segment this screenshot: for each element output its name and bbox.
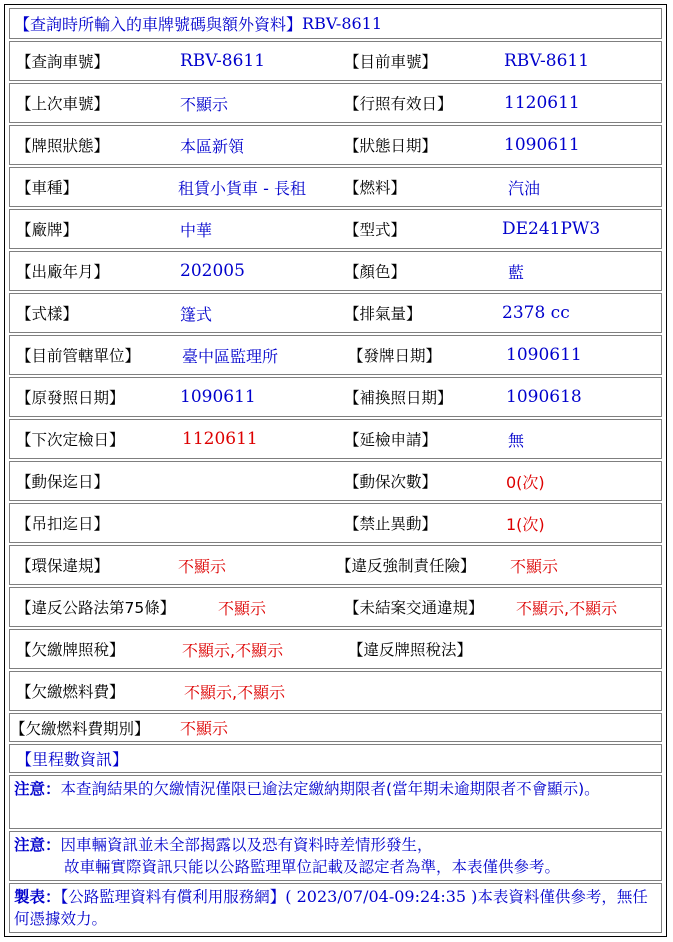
manufacture-date-value: 202005 <box>180 261 245 281</box>
row-brand <box>9 209 662 249</box>
row-lien <box>9 461 662 501</box>
displacement-value: 2378 cc <box>502 303 570 323</box>
next-inspection-label: 【下次定檢日】 <box>16 431 125 449</box>
report-title: 【查詢時所輸入的車牌號碼與額外資料】 <box>14 15 303 34</box>
transfer-ban-label: 【禁止異動】 <box>344 515 438 533</box>
mileage-title: 【里程數資訊】 <box>16 750 129 769</box>
inspection-extension-label: 【延檢申請】 <box>344 431 438 449</box>
unpaid-fuel-fee-value: 不顯示,不顯示 <box>184 682 286 702</box>
reissue-date-value: 1090618 <box>506 387 582 407</box>
model-value: DE241PW3 <box>502 219 601 239</box>
original-license-date-label: 【原發照日期】 <box>16 389 125 407</box>
row-inspection <box>9 419 662 459</box>
fuel-value: 汽油 <box>508 178 541 198</box>
current-plate-value: RBV-8611 <box>504 51 590 71</box>
note-overdue <box>9 775 662 829</box>
style-label: 【式樣】 <box>16 305 79 323</box>
status-date-value: 1090611 <box>504 135 580 155</box>
note2-line1: 因車輛資訊並未全部揭露以及恐有資料時差情形發生， <box>60 836 433 854</box>
unpaid-fuel-fee-label: 【欠繳燃料費】 <box>16 683 125 701</box>
next-inspection-value: 1120611 <box>182 429 258 449</box>
row-style <box>9 293 662 333</box>
pending-traffic-label: 【未結案交通違規】 <box>344 599 484 617</box>
jurisdiction-label: 【目前管轄單位】 <box>16 347 141 365</box>
row-suspension <box>9 503 662 543</box>
license-expiry-value: 1120611 <box>504 93 580 113</box>
reissue-date-label: 【補換照日期】 <box>344 389 453 407</box>
row-license-dates <box>9 377 662 417</box>
issue-date-value: 1090611 <box>506 345 582 365</box>
footer-prefix: 製表： <box>14 888 61 906</box>
row-jurisdiction <box>9 335 662 375</box>
transfer-ban-value: 1(次) <box>506 514 545 534</box>
pending-traffic-value: 不顯示,不顯示 <box>516 598 618 618</box>
footer-timestamp: ( 2023/07/04-09:24:35 ) <box>285 887 478 906</box>
lien-count-label: 【動保次數】 <box>344 473 438 491</box>
row-previous-plate <box>9 83 662 123</box>
issue-date-label: 【發牌日期】 <box>348 347 442 365</box>
row-plate-status <box>9 125 662 165</box>
insurance-violation-value: 不顯示 <box>510 556 559 576</box>
footer-disclaimer: 本表資料僅供參考，無任何憑據效力。 <box>14 888 648 928</box>
row-vehicle-type <box>9 167 662 207</box>
note1-prefix: 注意： <box>14 780 61 798</box>
current-plate-label: 【目前車號】 <box>344 53 438 71</box>
lien-until-label: 【動保迄日】 <box>16 473 110 491</box>
row-violations-1 <box>9 545 662 585</box>
plate-status-label: 【牌照狀態】 <box>16 137 110 155</box>
lien-count-value: 0(次) <box>506 472 545 492</box>
note1-text: 本查詢結果的欠繳情況僅限已逾法定繳納期限者(當年期未逾期限者不會顯示)。 <box>60 780 600 798</box>
env-violation-label: 【環保違規】 <box>16 557 110 575</box>
plate-status-value: 本區新領 <box>180 136 245 156</box>
report-plate: RBV-8611 <box>302 14 383 33</box>
highway-law-value: 不顯示 <box>218 598 267 618</box>
row-fuel-fee <box>9 671 662 711</box>
row-fuel-period <box>9 713 662 742</box>
style-value: 篷式 <box>180 304 213 324</box>
inspection-extension-value: 無 <box>508 430 525 450</box>
row-plate <box>9 41 662 81</box>
license-tax-violation-label: 【違反牌照稅法】 <box>348 641 473 659</box>
manufacture-date-label: 【出廠年月】 <box>16 263 110 281</box>
color-value: 藍 <box>508 262 525 282</box>
jurisdiction-value: 臺中區監理所 <box>182 346 279 366</box>
note2-line2: 故車輛實際資訊只能以公路監理單位記載及認定者為準，本表僅供參考。 <box>64 858 561 876</box>
suspension-until-label: 【吊扣迄日】 <box>16 515 110 533</box>
status-date-label: 【狀態日期】 <box>344 137 438 155</box>
unpaid-fuel-period-label: 【欠繳燃料費期別】 <box>10 719 150 738</box>
model-label: 【型式】 <box>344 221 407 239</box>
previous-plate-label: 【上次車號】 <box>16 95 110 113</box>
row-violations-2 <box>9 587 662 627</box>
license-expiry-label: 【行照有效日】 <box>344 95 453 113</box>
vehicle-info-report <box>4 4 667 937</box>
report-header <box>9 8 662 39</box>
highway-law-label: 【違反公路法第75條】 <box>16 599 176 617</box>
brand-value: 中華 <box>180 220 213 240</box>
vehicle-type-label: 【車種】 <box>16 179 79 197</box>
vehicle-type-value: 租賃小貨車 - 長租 <box>178 178 306 198</box>
unpaid-fuel-period-value: 不顯示 <box>180 719 229 738</box>
note-data-lag <box>9 831 662 881</box>
brand-label: 【廠牌】 <box>16 221 79 239</box>
row-license-tax <box>9 629 662 669</box>
original-license-date-value: 1090611 <box>180 387 256 407</box>
query-plate-label: 【查詢車號】 <box>16 53 110 71</box>
fuel-label: 【燃料】 <box>344 179 407 197</box>
report-footer <box>9 883 662 933</box>
insurance-violation-label: 【違反強制責任險】 <box>336 557 476 575</box>
mileage-section <box>9 744 662 773</box>
row-manufacture <box>9 251 662 291</box>
color-label: 【顏色】 <box>344 263 407 281</box>
previous-plate-value: 不顯示 <box>180 94 229 114</box>
displacement-label: 【排氣量】 <box>344 305 422 323</box>
env-violation-value: 不顯示 <box>178 556 227 576</box>
unpaid-license-tax-label: 【欠繳牌照稅】 <box>16 641 125 659</box>
unpaid-license-tax-value: 不顯示,不顯示 <box>182 640 284 660</box>
footer-source: 【公路監理資料有償利用服務網】 <box>60 888 286 906</box>
query-plate-value: RBV-8611 <box>180 51 266 71</box>
note2-prefix: 注意： <box>14 836 61 854</box>
